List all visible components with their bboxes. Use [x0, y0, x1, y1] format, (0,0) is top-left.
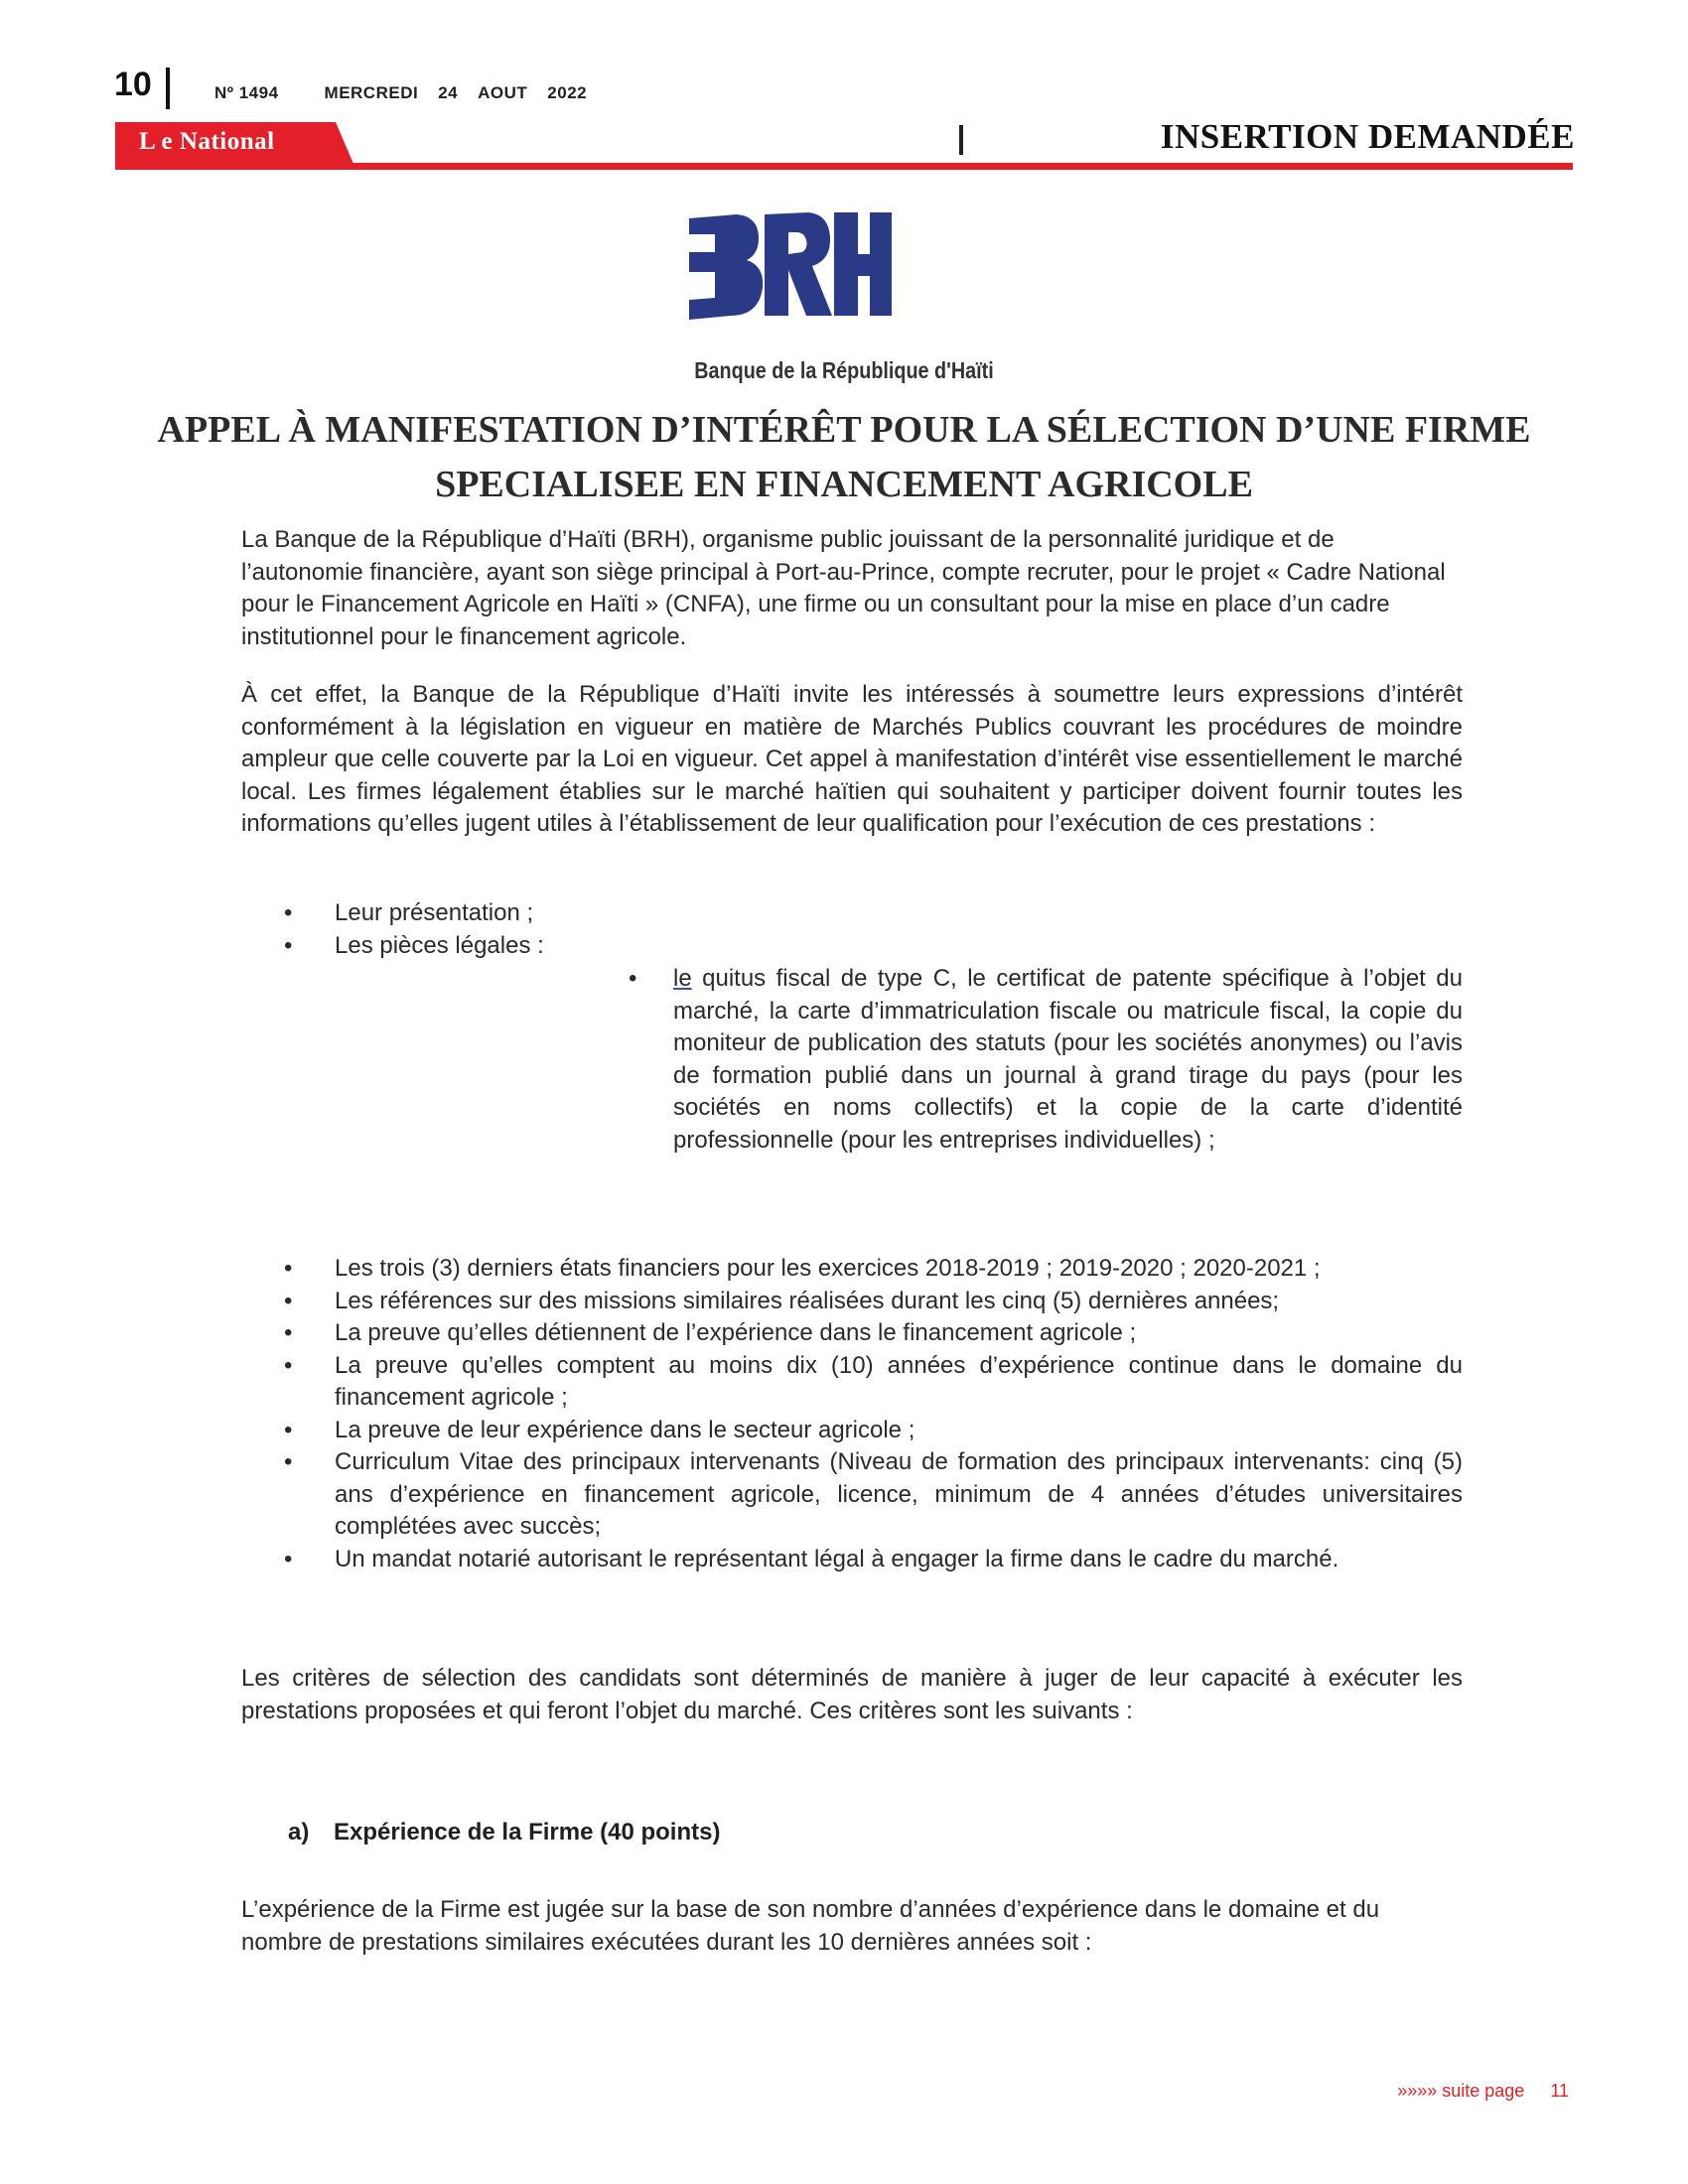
continued-on[interactable] [1397, 2081, 1569, 2102]
criterion-paragraph: L’expérience de la Firme est jugée sur la base de son nombre d’années d’expérience dans le domaine et du nombre de prestations similaires exécutées durant les 10 dernières années soit : [241, 1896, 1380, 1956]
list-item: • le quitus fiscal de type C, le certificat de patente spécifique à l’objet du marché, la carte d’immatriculation fiscale ou matricule fiscal, la copie du moniteur de publication des statuts (pour les sociétés anonymes) ou l’avis de formation publié dans un journal à grand tirage du pays (pour les sociétés en noms collectifs) et la copie de la carte d’identité professionnelle (pour les entreprises individuelles) ; [629, 965, 1463, 1154]
criterion-heading [288, 1819, 720, 1846]
notice-title-line-1: APPEL À MANIFESTATION D’INTÉRÊT POUR LA SÉLECTION D’UNE FIRME [157, 409, 1531, 451]
page-number: 10 [114, 66, 152, 103]
bank-name: Banque de la République d'Haïti [694, 357, 994, 383]
issue-month: AOUT [478, 83, 528, 102]
notice-title-line-2: SPECIALISEE EN FINANCEMENT AGRICOLE [435, 464, 1253, 505]
bullet-icon: • [284, 931, 293, 959]
bullet-icon: • [284, 1255, 293, 1282]
list-item: • Un mandat notarié autorisant le représentant légal à engager la firme dans le cadre du marché. [241, 1544, 1463, 1576]
criterion-marker: a) [288, 1819, 310, 1845]
list-item: • Curriculum Vitae des principaux intervenants (Niveau de formation des principaux intervenants: cinq (5) ans d’expérience en financement agricole, licence, minimum de 4 années d’études universitaires complétées avec succès; [284, 1448, 1463, 1540]
brh-logo [685, 205, 894, 324]
criteria-intro: Les critères de sélection des candidats sont déterminés de manière à juger de leur capacité à exécuter les prestations proposées et qui feront l’objet du marché. Ces critères sont les suivants : [241, 1665, 1463, 1724]
bullet-icon: • [284, 1319, 293, 1346]
list-item: • Les pièces légales : [241, 930, 1463, 963]
bullet-icon: • [284, 899, 293, 926]
bullet-icon: • [284, 1545, 293, 1572]
requirements-list-bottom [241, 1253, 1463, 1575]
list-item: • Les références sur des missions similaires réalisées durant les cinq (5) dernières années; [241, 1286, 1463, 1318]
bullet-icon: • [629, 965, 637, 992]
list-item: • Leur présentation ; [241, 897, 1463, 930]
issue-day: 24 [438, 83, 459, 102]
list-item: • Les trois (3) derniers états financiers pour les exercices 2018-2019 ; 2019-2020 ; 2020-2021 ; [241, 1253, 1463, 1286]
underlined-word: le [673, 965, 692, 992]
intro-paragraph: La Banque de la République d’Haïti (BRH), organisme public jouissant de la personnalité juridique et de l’autonomie financière, ayant son siège principal à Port-au-Prince, compte recruter, pour le projet « Cadre National pour le Financement Agricole en Haïti » (CNFA), une firme ou un consultant pour la mise en place d’un cadre institutionnel pour le financement agricole. [241, 526, 1446, 650]
issue-weekday: MERCREDI [324, 83, 419, 102]
bullet-icon: • [284, 1351, 293, 1379]
notice-title [149, 403, 1539, 512]
issue-meta [214, 83, 607, 103]
requirements-list-top [241, 897, 1463, 962]
issue-number: Nº 1494 [214, 83, 279, 102]
publication-name: L e National [139, 128, 275, 155]
section-title: INSERTION DEMANDÉE [1160, 117, 1575, 156]
list-item: • La preuve qu’elles détiennent de l’expérience dans le financement agricole ; [241, 1317, 1463, 1350]
issue-year: 2022 [547, 83, 588, 102]
legal-documents-list [629, 963, 1463, 1157]
list-item: • La preuve qu’elles comptent au moins dix (10) années d’expérience continue dans le domaine du financement agricole ; [284, 1351, 1463, 1411]
continued-label: »»»» suite page [1397, 2081, 1525, 2101]
bullet-icon: • [284, 1448, 293, 1475]
page-number-divider [166, 68, 170, 109]
bullet-icon: • [284, 1416, 293, 1443]
invitation-paragraph: À cet effet, la Banque de la République d’Haïti invite les intéressés à soumettre leurs expressions d’intérêt conformément à la législation en vigueur en matière de Marchés Publics couvrant les procédures de moindre ampleur que celle couverte par la Loi en vigueur. Cet appel à manifestation d’intérêt vise essentiellement le marché local. Les firmes légalement établies sur le marché haïtien qui souhaitent y participer doivent fournir toutes les informations qu’elles jugent utiles à l’établissement de leur qualification pour l’exécution de ces prestations : [241, 681, 1463, 837]
list-item: • La preuve de leur expérience dans le secteur agricole ; [241, 1415, 1463, 1447]
bullet-icon: • [284, 1287, 293, 1314]
header-divider [959, 125, 963, 155]
criterion-title: Expérience de la Firme (40 points) [334, 1819, 721, 1845]
next-page-number: 11 [1550, 2081, 1569, 2101]
header-rule [115, 163, 1573, 170]
